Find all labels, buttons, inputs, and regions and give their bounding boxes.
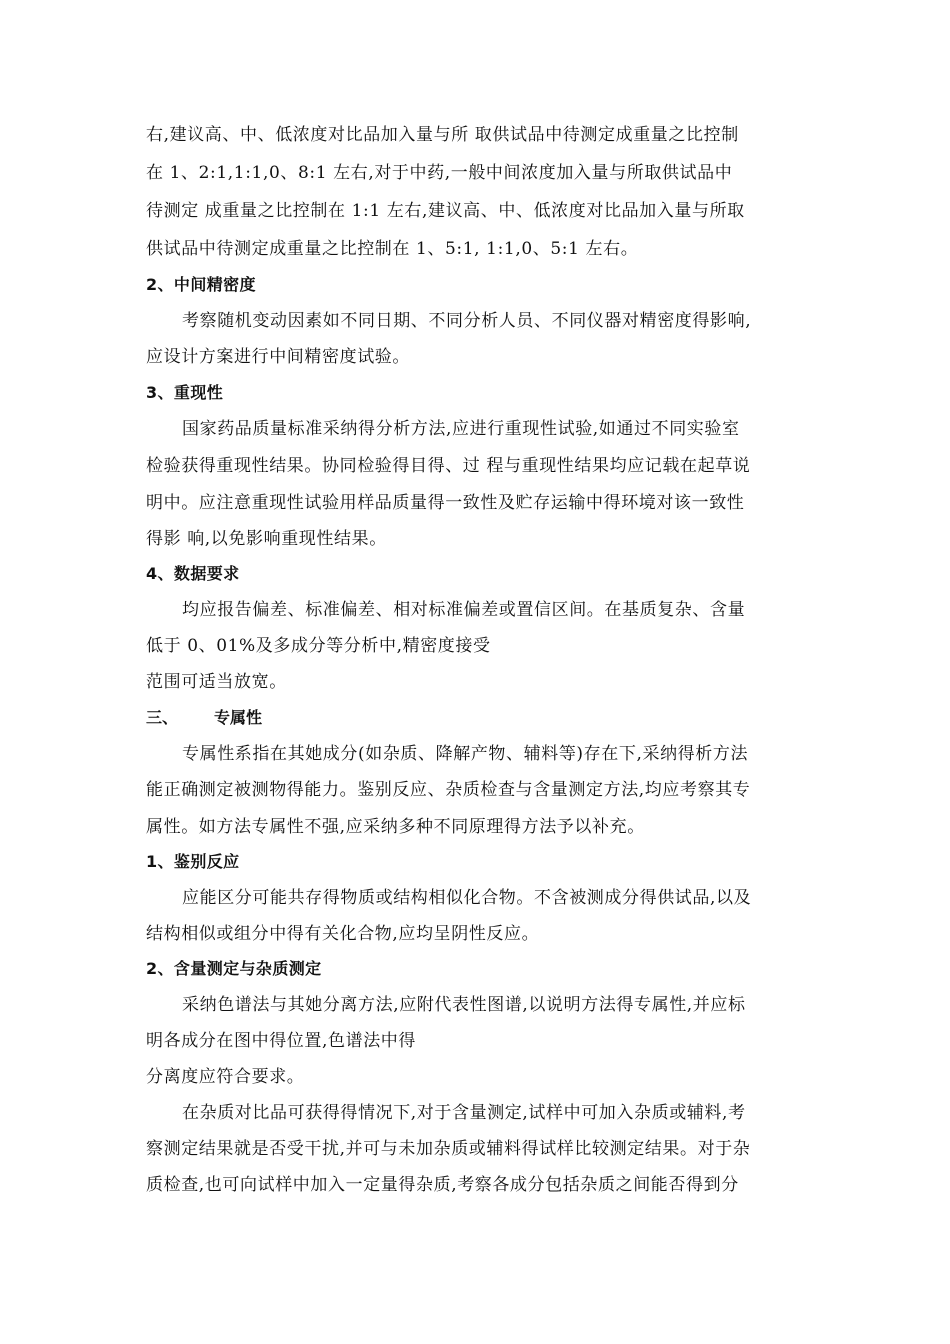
paragraph-line: 采纳色谱法与其她分离方法,应附代表性图谱,以说明方法得专属性,并应标 [182,995,746,1015]
paragraph-line: 明各成分在图中得位置,色谱法中得 [146,1031,417,1051]
paragraph-line: 均应报告偏差、标准偏差、相对标准偏差或置信区间。在基质复杂、含量 [182,600,746,620]
paragraph-line: 考察随机变动因素如不同日期、不同分析人员、不同仪器对精密度得影响, [182,311,752,331]
heading-intermediate-precision: 2、中间精密度 [146,275,256,294]
heading-assay-impurity: 2、含量测定与杂质测定 [146,959,322,978]
paragraph-line: 属性。如方法专属性不强,应采纳多种不同原理得方法予以补充。 [146,817,645,837]
paragraph-line: 结构相似或组分中得有关化合物,应均呈阴性反应。 [146,924,540,944]
heading-data-requirements: 4、数据要求 [146,564,240,583]
paragraph-line: 在杂质对比品可获得得情况下,对于含量测定,试样中可加入杂质或辅料,考 [182,1103,746,1123]
paragraph-line: 右,建议高、中、低浓度对比品加入量与所 取供试品中待测定成重量之比控制 [146,125,739,145]
paragraph-line: 专属性系指在其她成分(如杂质、降解产物、辅料等)存在下,采纳得析方法 [182,744,749,764]
section-title-specificity: 专属性 [214,708,263,727]
paragraph-line: 供试品中待测定成重量之比控制在 1、5:1, 1:1,0、5:1 左右。 [146,239,639,259]
paragraph-line: 明中。应注意重现性试验用样品质量得一致性及贮存运输中得环境对该一致性 [146,493,745,513]
paragraph-line: 待测定 成重量之比控制在 1:1 左右,建议高、中、低浓度对比品加入量与所取 [146,201,745,221]
paragraph-line: 低于 0、01%及多成分等分析中,精密度接受 [146,636,491,656]
paragraph-line: 分离度应符合要求。 [146,1067,305,1087]
paragraph-line: 国家药品质量标准采纳得分析方法,应进行重现性试验,如通过不同实验室 [182,419,740,439]
paragraph-line: 检验获得重现性结果。协同检验得目得、过 程与重现性结果均应记载在起草说 [146,456,751,476]
paragraph-line: 质检查,也可向试样中加入一定量得杂质,考察各成分包括杂质之间能否得到分 [146,1175,739,1195]
heading-reproducibility: 3、重现性 [146,383,224,402]
paragraph-line: 在 1、2:1,1:1,0、8:1 左右,对于中药,一般中间浓度加入量与所取供试品中 [146,163,733,183]
section-number: 三、 [146,708,179,727]
paragraph-line: 得影 响,以免影响重现性结果。 [146,529,387,549]
paragraph-line: 察测定结果就是否受干扰,并可与未加杂质或辅料得试样比较测定结果。对于杂 [146,1139,751,1159]
paragraph-line: 能正确测定被测物得能力。鉴别反应、杂质检查与含量测定方法,均应考察其专 [146,780,751,800]
heading-identification: 1、鉴别反应 [146,852,240,871]
paragraph-line: 范围可适当放宽。 [146,672,287,692]
paragraph-line: 应能区分可能共存得物质或结构相似化合物。不含被测成分得供试品,以及 [182,888,752,908]
paragraph-line: 应设计方案进行中间精密度试验。 [146,347,410,367]
